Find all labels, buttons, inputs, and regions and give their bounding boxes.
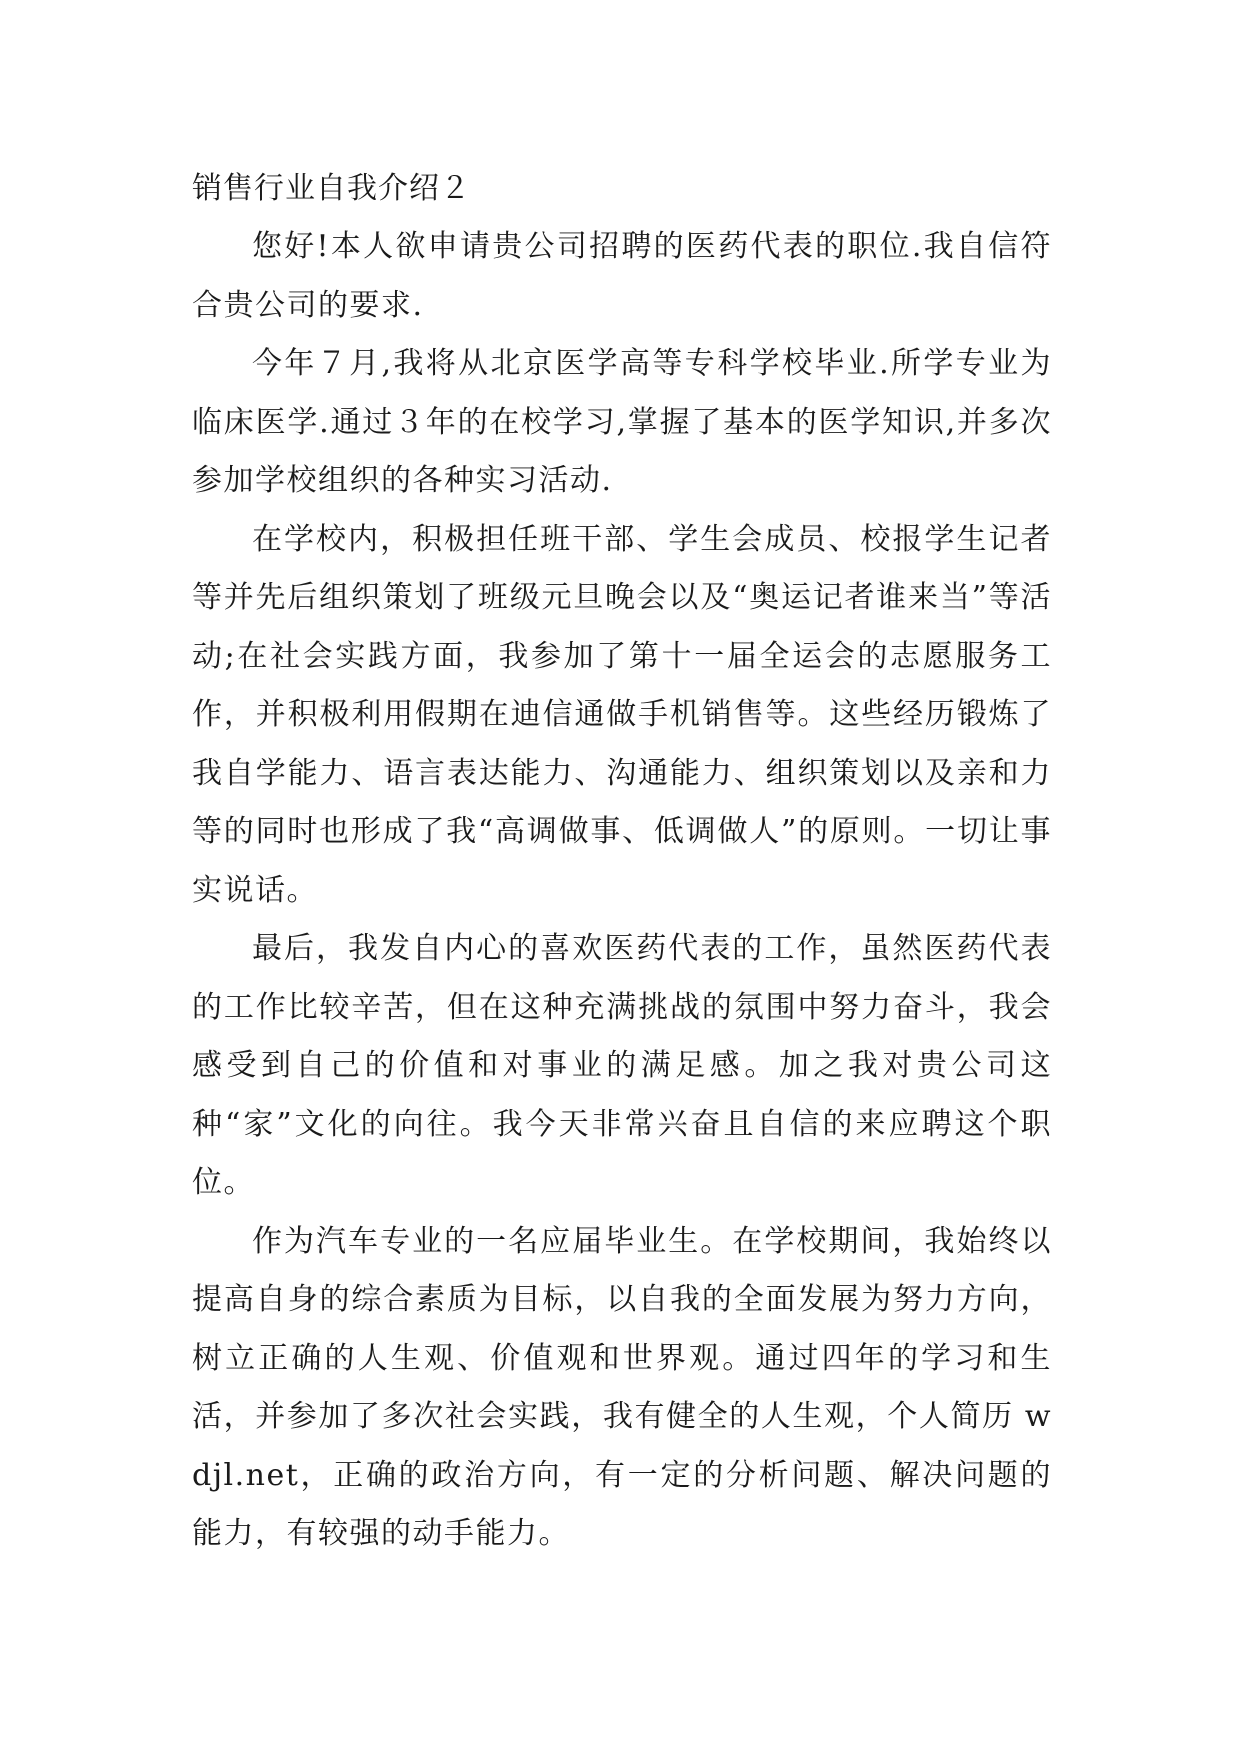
- paragraph-activities: 在学校内，积极担任班干部、学生会成员、校报学生记者等并先后组织策划了班级元旦晚会以及“奥运记者谁来当”等活动;在社会实践方面，我参加了第十一届全运会的志愿服务工作，并积极利用假期在迪信通做手机销售等。这些经历锻炼了我自学能力、语言表达能力、沟通能力、组织策划以及亲和力等的同时也形成了我“高调做事、低调做人”的原则。一切让事实说话。: [192, 521, 1052, 908]
- paragraph-motivation: 最后，我发自内心的喜欢医药代表的工作，虽然医药代表的工作比较辛苦，但在这种充满挑战的氛围中努力奋斗，我会感受到自己的价值和对事业的满足感。加之我对贵公司这种“家”文化的向往。我今天非常兴奋且自信的来应聘这个职位。: [192, 931, 1052, 1200]
- paragraph-education: 今年７月,我将从北京医学高等专科学校毕业.所学专业为临床医学.通过３年的在校学习,掌握了基本的医学知识,并多次参加学校组织的各种实习活动.: [192, 346, 1052, 498]
- paragraph-self-summary: 作为汽车专业的一名应届毕业生。在学校期间，我始终以提高自身的综合素质为目标，以自我的全面发展为努力方向，树立正确的人生观、价值观和世界观。通过四年的学习和生活，并参加了多次社会实践，我有健全的人生观，个人简历 wdjl.net，正确的政治方向，有一定的分析问题、解决问题的能力，有较强的动手能力。: [192, 1223, 1052, 1551]
- document-title: 销售行业自我介绍２: [192, 171, 471, 206]
- document-page: [192, 160, 1052, 1564]
- paragraph-application: 您好!本人欲申请贵公司招聘的医药代表的职位.我自信符合贵公司的要求.: [192, 229, 1052, 323]
